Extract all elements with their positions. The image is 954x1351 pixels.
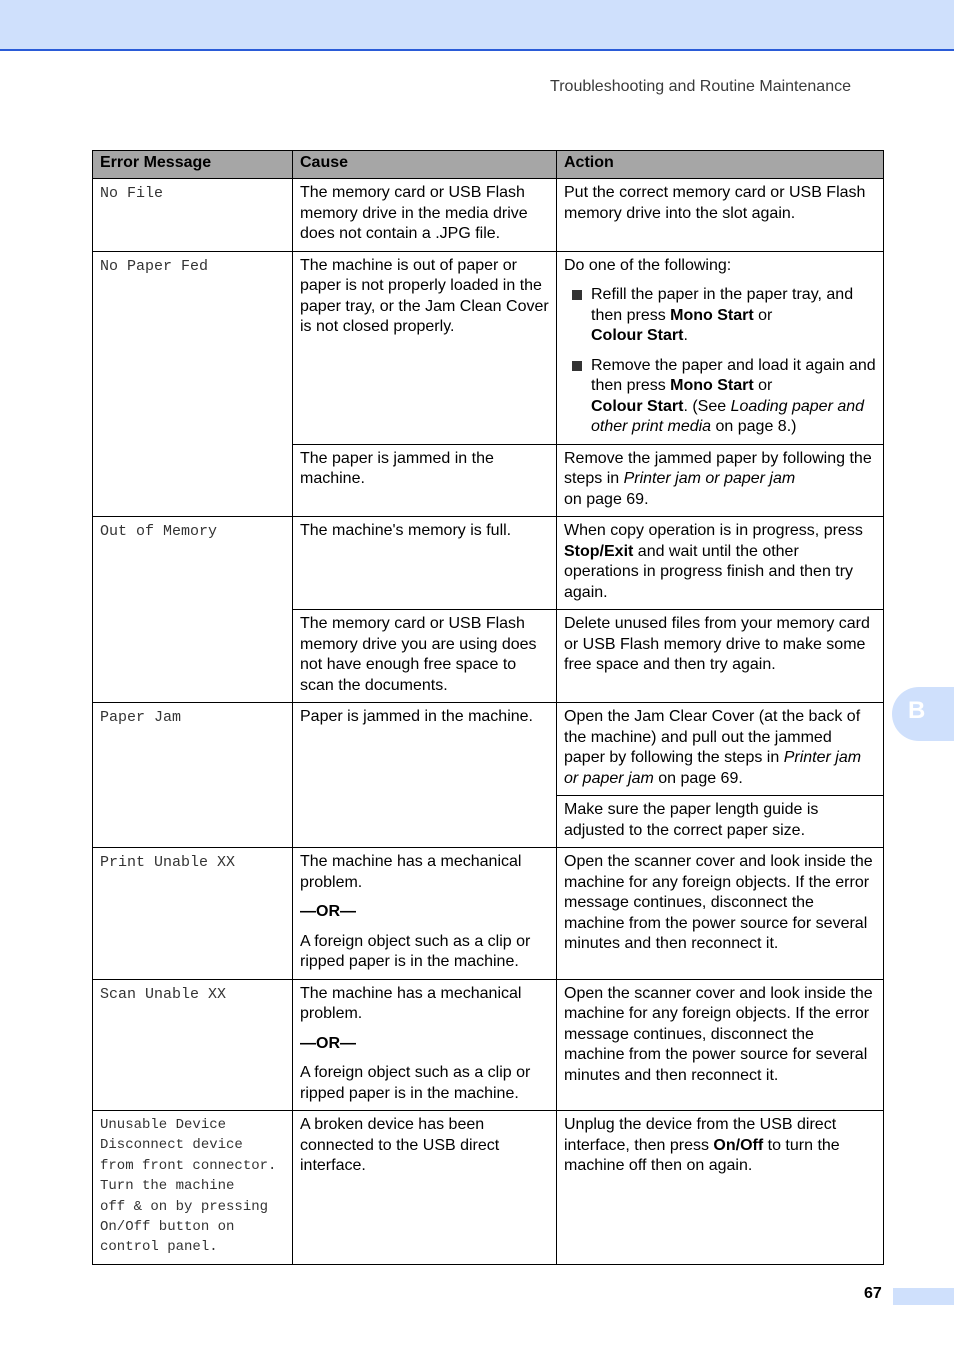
table-row — [93, 703, 884, 796]
cause-cell: Paper is jammed in the machine. — [293, 703, 557, 848]
cause-text: A foreign object such as a clip or ripped paper is in the machine. — [300, 1064, 531, 1102]
list-item — [564, 285, 876, 347]
action-cell — [557, 703, 884, 796]
action-cell: Open the scanner cover and look inside the machine for any foreign objects. If the error message continues, disconnect the machine from the power source for several minutes and then reconnect it. — [557, 979, 884, 1111]
table-header-row — [93, 151, 884, 179]
chapter-tab — [892, 687, 954, 741]
action-cell — [557, 251, 884, 444]
action-options-list — [564, 285, 876, 438]
error-code-line: control panel. — [100, 1239, 218, 1256]
cause-cell: The memory card or USB Flash memory drive in the media drive does not contain a .JPG file. — [293, 179, 557, 252]
action-cell: Make sure the paper length guide is adjusted to the correct paper size. — [557, 796, 884, 848]
error-code-line: off & on by pressing — [100, 1198, 269, 1215]
action-text: When copy operation is in progress, press — [564, 522, 863, 539]
cause-text: The machine has a mechanical problem. — [300, 984, 522, 1022]
page-number-bar — [893, 1288, 954, 1305]
option-text: on page 8.) — [711, 418, 797, 435]
header-cause: Cause — [293, 151, 557, 179]
error-code: No File — [100, 185, 164, 202]
error-message-cell — [93, 979, 293, 1111]
error-code-multiline — [100, 1115, 285, 1258]
table-row — [93, 1111, 884, 1265]
table-row — [93, 179, 884, 252]
cause-cell: The memory card or USB Flash memory drive you are using does not have enough free space to scan the documents. — [293, 610, 557, 703]
running-head: Troubleshooting and Routine Maintenance — [550, 78, 851, 95]
option-text: . (See — [683, 397, 731, 415]
action-cell — [557, 444, 884, 517]
error-message-cell — [93, 703, 293, 848]
action-text: Remove the jammed paper by following the steps in — [564, 449, 872, 487]
error-message-cell — [93, 179, 293, 252]
option-text: or — [753, 306, 773, 324]
cross-reference: Loading paper and other print media — [591, 397, 865, 435]
action-cell — [557, 517, 884, 610]
table-row — [93, 848, 884, 980]
action-text: and wait until the other operations in progress finish and then try again. — [564, 542, 854, 601]
button-name-stop-exit: Stop/Exit — [564, 542, 634, 560]
action-cell: Open the scanner cover and look inside the machine for any foreign objects. If the error message continues, disconnect the machine from the power source for several minutes and then reconnect it. — [557, 848, 884, 980]
error-message-table — [92, 150, 884, 1265]
action-text: Open the Jam Clear Cover (at the back of the machine) and pull out the jammed paper by following the steps in — [564, 708, 861, 766]
or-separator: —OR— — [300, 903, 356, 920]
table-row — [93, 979, 884, 1111]
top-header-band — [0, 0, 954, 51]
header-error-message: Error Message — [93, 151, 293, 179]
action-cell: Delete unused files from your memory card or USB Flash memory drive to make some free space and then try again. — [557, 610, 884, 703]
option-text: or — [753, 377, 773, 394]
cause-cell: The paper is jammed in the machine. — [293, 444, 557, 517]
error-code-line: Turn the machine — [100, 1178, 235, 1195]
list-item — [564, 356, 876, 438]
action-lead: Do one of the following: — [564, 256, 732, 274]
error-message-cell — [93, 848, 293, 980]
cross-reference: Printer jam or paper jam — [564, 749, 862, 787]
option-text: . — [683, 327, 688, 344]
header-action: Action — [557, 151, 884, 179]
action-text: on page 69. — [653, 769, 743, 787]
or-separator: —OR— — [300, 1034, 356, 1052]
error-code: Print Unable XX — [100, 854, 236, 871]
action-text: to turn the machine off then on again. — [564, 1136, 840, 1174]
cause-text: The machine has a mechanical problem. — [300, 853, 522, 891]
error-code: Scan Unable XX — [100, 985, 227, 1003]
table-row — [93, 517, 884, 610]
action-text: Unplug the device from the USB direct interface, then press — [564, 1116, 837, 1154]
cross-reference: Printer jam or paper jam — [623, 470, 796, 487]
action-cell — [557, 1111, 884, 1265]
error-code-line: Unusable Device — [100, 1117, 227, 1133]
option-text: Remove the paper and load it again and then press — [591, 356, 876, 394]
option-text: Refill the paper in the paper tray, and then press — [591, 286, 854, 324]
error-message-cell — [93, 517, 293, 703]
page-number: 67 — [864, 1285, 882, 1302]
cause-cell: The machine is out of paper or paper is not properly loaded in the paper tray, or the Jam Clean Cover is not closed properly. — [293, 251, 557, 444]
button-name-on-off: On/Off — [713, 1136, 764, 1154]
button-name-colour-start: Colour Start — [591, 397, 684, 415]
button-name-mono-start: Mono Start — [670, 306, 754, 324]
action-cell: Put the correct memory card or USB Flash memory drive into the slot again. — [557, 179, 884, 252]
button-name-mono-start: Mono Start — [670, 377, 754, 394]
cause-cell: The machine's memory is full. — [293, 517, 557, 610]
action-text: on page 69. — [564, 490, 649, 508]
error-code: No Paper Fed — [100, 257, 209, 275]
cause-cell — [293, 848, 557, 980]
error-code-line: Disconnect device — [100, 1137, 243, 1154]
cause-cell — [293, 979, 557, 1111]
cause-cell: A broken device has been connected to the USB direct interface. — [293, 1111, 557, 1265]
error-message-cell — [93, 1111, 293, 1265]
button-name-colour-start: Colour Start — [591, 327, 684, 344]
error-message-cell — [93, 251, 293, 517]
error-code-line: On/Off button on — [100, 1219, 235, 1236]
chapter-tab-letter: B — [908, 697, 926, 724]
error-code-line: from front connector. — [100, 1157, 277, 1174]
error-code: Out of Memory — [100, 523, 218, 540]
cause-text: A foreign object such as a clip or ripped paper is in the machine. — [300, 932, 531, 970]
error-code: Paper Jam — [100, 709, 182, 726]
table-row — [93, 251, 884, 444]
